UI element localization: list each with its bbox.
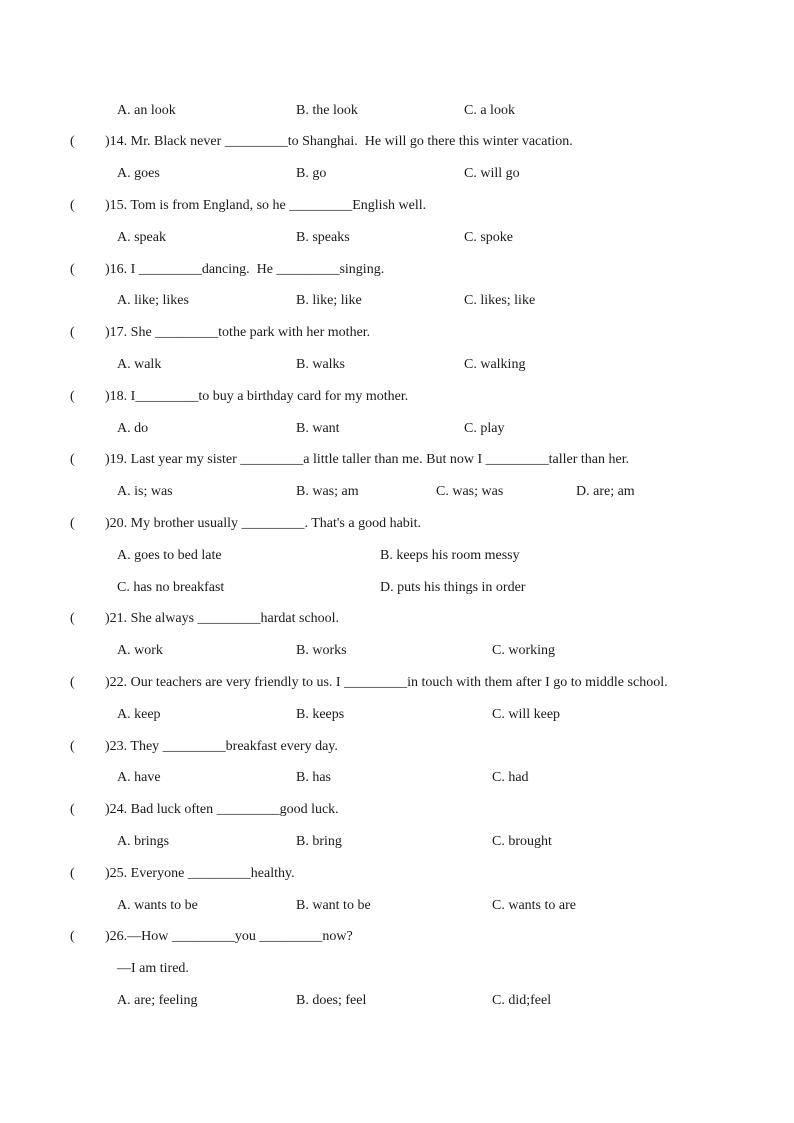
option-b: B. walks xyxy=(296,357,345,372)
question-stem: )23. They _________breakfast every day. xyxy=(105,739,338,754)
option-b: B. has xyxy=(296,770,331,785)
option-c: C. had xyxy=(492,770,529,785)
option-b: B. speaks xyxy=(296,230,350,245)
option-c: C. was; was xyxy=(436,484,504,499)
answer-bracket[interactable]: ( xyxy=(70,866,75,881)
answer-bracket[interactable]: ( xyxy=(70,675,75,690)
option-a: A. work xyxy=(117,643,163,658)
option-a: A. like; likes xyxy=(117,293,189,308)
question-stem: )25. Everyone _________healthy. xyxy=(105,866,295,881)
question-stem: )20. My brother usually _________. That's a good habit. xyxy=(105,516,422,531)
option-c: C. has no breakfast xyxy=(117,580,225,595)
option-a: A. have xyxy=(117,770,161,785)
option-a: A. wants to be xyxy=(117,898,198,913)
dialogue-reply: —I am tired. xyxy=(117,961,189,976)
option-b: B. bring xyxy=(296,834,342,849)
option-b: B. keeps xyxy=(296,707,345,722)
option-c: C. will keep xyxy=(492,707,561,722)
option-c: C. walking xyxy=(464,357,526,372)
option-c: C. will go xyxy=(464,166,520,181)
option-c: C. spoke xyxy=(464,230,513,245)
option-b: B. like; like xyxy=(296,293,362,308)
option-a: A. keep xyxy=(117,707,161,722)
option-a: A. is; was xyxy=(117,484,173,499)
option-b: B. was; am xyxy=(296,484,359,499)
option-c: C. wants to are xyxy=(492,898,576,913)
option-a: A. do xyxy=(117,421,149,436)
answer-bracket[interactable]: ( xyxy=(70,802,75,817)
question-stem: )14. Mr. Black never _________to Shanghai. He will go there this winter vacation. xyxy=(105,134,573,149)
option-c: C. a look xyxy=(464,103,515,118)
option-a: A. goes xyxy=(117,166,160,181)
option-a: A. walk xyxy=(117,357,162,372)
question-stem: )26.—How _________you _________now? xyxy=(105,929,353,944)
option-b: B. want xyxy=(296,421,340,436)
option-a: A. are; feeling xyxy=(117,993,198,1008)
answer-bracket[interactable]: ( xyxy=(70,739,75,754)
question-stem: )22. Our teachers are very friendly to us. I _________in touch with them after I go to middle school. xyxy=(105,675,668,690)
option-d: D. are; am xyxy=(576,484,635,499)
answer-bracket[interactable]: ( xyxy=(70,198,75,213)
option-c: C. working xyxy=(492,643,555,658)
question-stem: )16. I _________dancing. He _________singing. xyxy=(105,262,385,277)
option-b: B. go xyxy=(296,166,327,181)
option-b: B. want to be xyxy=(296,898,371,913)
question-stem: )19. Last year my sister _________a little taller than me. But now I _________taller than her. xyxy=(105,452,630,467)
question-stem: )18. I_________to buy a birthday card for my mother. xyxy=(105,389,409,404)
answer-bracket[interactable]: ( xyxy=(70,262,75,277)
answer-bracket[interactable]: ( xyxy=(70,929,75,944)
answer-bracket[interactable]: ( xyxy=(70,325,75,340)
answer-bracket[interactable]: ( xyxy=(70,134,75,149)
question-stem: )17. She _________tothe park with her mother. xyxy=(105,325,371,340)
option-b: B. works xyxy=(296,643,347,658)
option-a: A. speak xyxy=(117,230,166,245)
question-stem: )15. Tom is from England, so he _________English well. xyxy=(105,198,427,213)
option-a: A. brings xyxy=(117,834,170,849)
option-c: C. likes; like xyxy=(464,293,536,308)
option-c: C. play xyxy=(464,421,505,436)
answer-bracket[interactable]: ( xyxy=(70,389,75,404)
answer-bracket[interactable]: ( xyxy=(70,452,75,467)
answer-bracket[interactable]: ( xyxy=(70,516,75,531)
option-b: B. does; feel xyxy=(296,993,367,1008)
option-d: D. puts his things in order xyxy=(380,580,526,595)
question-stem: )21. She always _________hardat school. xyxy=(105,611,340,626)
option-b: B. keeps his room messy xyxy=(380,548,520,563)
option-b: B. the look xyxy=(296,103,358,118)
answer-bracket[interactable]: ( xyxy=(70,611,75,626)
option-c: C. did;feel xyxy=(492,993,552,1008)
option-a: A. an look xyxy=(117,103,176,118)
option-a: A. goes to bed late xyxy=(117,548,222,563)
option-c: C. brought xyxy=(492,834,552,849)
question-stem: )24. Bad luck often _________good luck. xyxy=(105,802,339,817)
